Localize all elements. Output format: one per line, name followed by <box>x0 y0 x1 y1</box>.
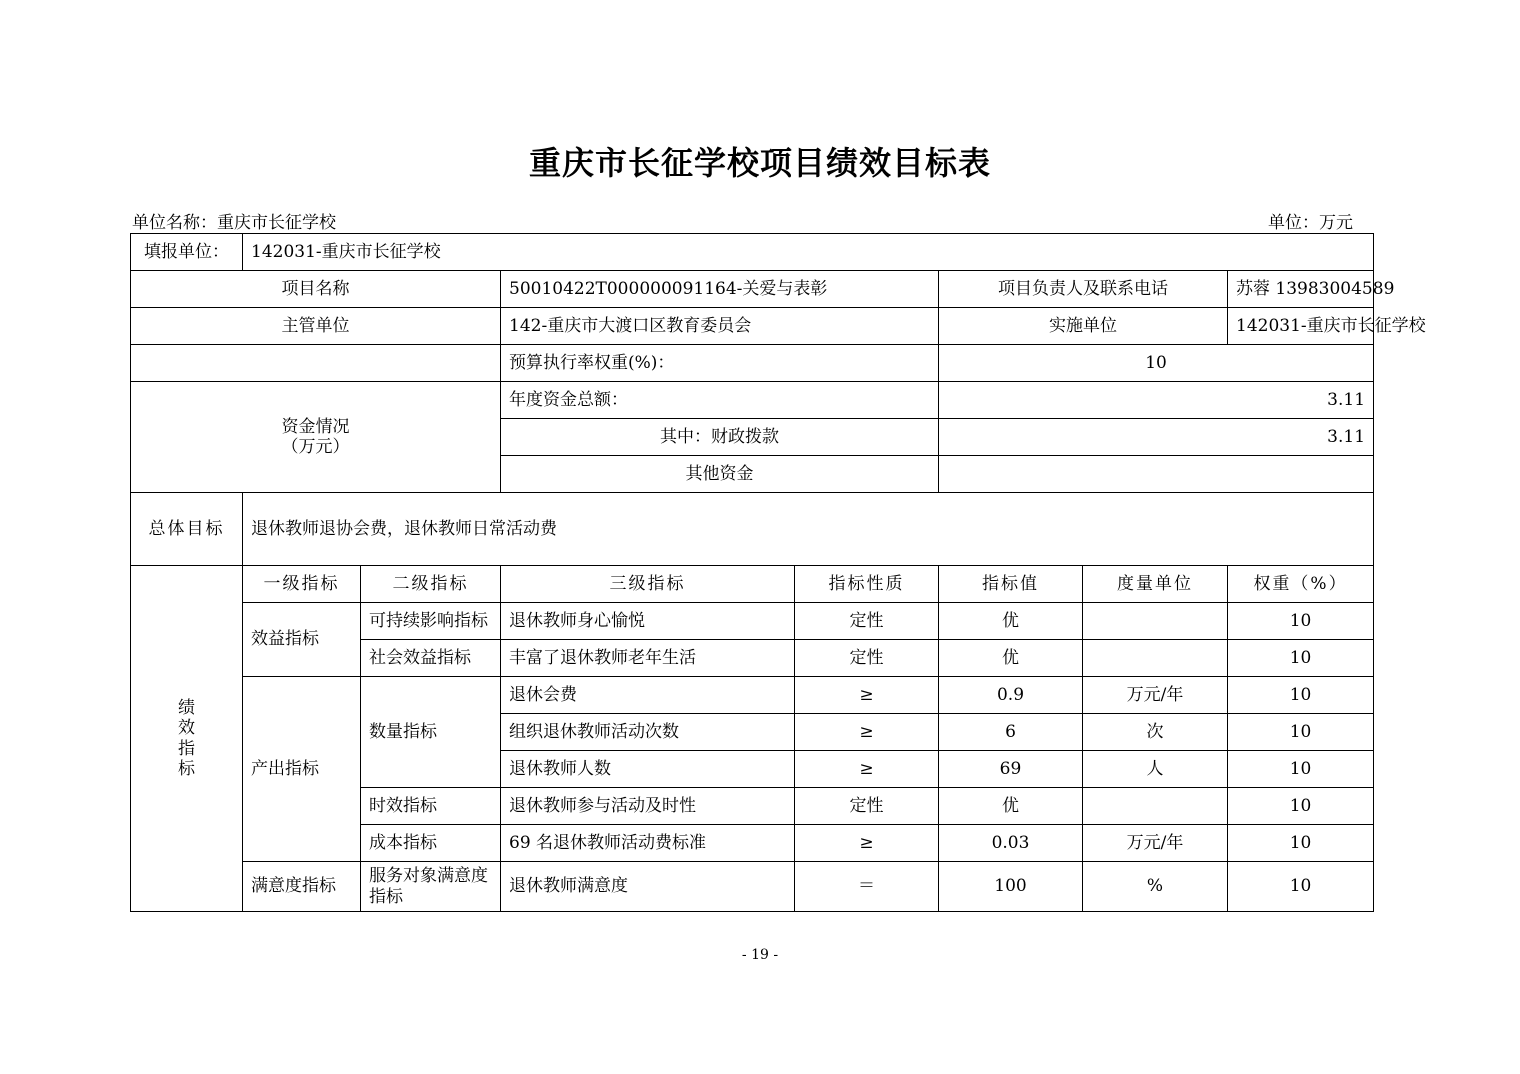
header-unit: 度量单位 <box>1083 566 1228 603</box>
row-nature: ≥ <box>795 677 939 714</box>
sub-sustain: 可持续影响指标 <box>361 603 501 640</box>
row-value: 6 <box>939 714 1083 751</box>
header-level2: 二级指标 <box>361 566 501 603</box>
page-title: 重庆市长征学校项目绩效目标表 <box>528 144 991 182</box>
funds-total-row <box>131 382 1374 419</box>
row-unit <box>1083 788 1228 825</box>
funds-label-line1: 资金情况 <box>281 416 350 437</box>
row-unit: 人 <box>1083 751 1228 788</box>
row-unit <box>1083 603 1228 640</box>
table-row <box>131 862 1374 912</box>
filler-label: 填报单位： <box>131 234 243 271</box>
row-value: 100 <box>939 862 1083 912</box>
table-row <box>131 603 1374 640</box>
currency-unit: 单位：万元 <box>1268 213 1353 233</box>
funds-label-line2: （万元） <box>281 437 350 457</box>
indicator-header-row <box>131 566 1374 603</box>
goal-row <box>131 493 1374 566</box>
project-contact-label: 项目负责人及联系电话 <box>939 271 1228 308</box>
budget-weight-value: 10 <box>939 345 1374 382</box>
funds-other-value <box>939 456 1374 493</box>
goal-value: 退休教师退协会费，退休教师日常活动费 <box>243 493 1374 566</box>
side-char: 标 <box>178 758 195 779</box>
row-weight: 10 <box>1228 788 1374 825</box>
header-weight: 权重（%） <box>1228 566 1374 603</box>
goal-label: 总体目标 <box>131 493 243 566</box>
project-name-label: 项目名称 <box>131 271 501 308</box>
side-char: 指 <box>178 738 195 759</box>
funds-label <box>131 382 501 493</box>
row-unit: 万元/年 <box>1083 825 1228 862</box>
row-nature: 定性 <box>795 640 939 677</box>
supervisor-row <box>131 308 1374 345</box>
header-nature: 指标性质 <box>795 566 939 603</box>
group-output: 产出指标 <box>243 677 361 862</box>
row-name: 组织退休教师活动次数 <box>501 714 795 751</box>
page-number: - 19 - <box>741 947 779 963</box>
row-value: 优 <box>939 603 1083 640</box>
row-weight: 10 <box>1228 677 1374 714</box>
indicator-side-label <box>131 566 243 912</box>
funds-other-label: 其他资金 <box>501 456 939 493</box>
group-benefit: 效益指标 <box>243 603 361 677</box>
row-name: 69 名退休教师活动费标准 <box>501 825 795 862</box>
project-name-value: 50010422T000000091164-关爱与表彰 <box>501 271 939 308</box>
row-name: 退休教师满意度 <box>501 862 795 912</box>
row-value: 优 <box>939 788 1083 825</box>
row-weight: 10 <box>1228 603 1374 640</box>
row-unit: 万元/年 <box>1083 677 1228 714</box>
funds-total-value: 3.11 <box>939 382 1374 419</box>
row-name: 丰富了退休教师老年生活 <box>501 640 795 677</box>
row-nature: ＝ <box>795 862 939 912</box>
header-level1: 一级指标 <box>243 566 361 603</box>
funds-fiscal-label: 其中：财政拨款 <box>501 419 939 456</box>
group-satisfaction: 满意度指标 <box>243 862 361 912</box>
row-weight: 10 <box>1228 862 1374 912</box>
row-value: 0.03 <box>939 825 1083 862</box>
row-name: 退休教师身心愉悦 <box>501 603 795 640</box>
row-unit: 次 <box>1083 714 1228 751</box>
supervisor-label: 主管单位 <box>131 308 501 345</box>
project-contact-value: 苏蓉 13983004589 <box>1228 271 1374 308</box>
row-nature: 定性 <box>795 603 939 640</box>
unit-name: 单位名称：重庆市长征学校 <box>132 213 336 233</box>
sub-quantity: 数量指标 <box>361 677 501 788</box>
sub-social: 社会效益指标 <box>361 640 501 677</box>
side-char: 效 <box>178 718 195 739</box>
budget-weight-row <box>131 345 1374 382</box>
supervisor-value: 142-重庆市大渡口区教育委员会 <box>501 308 939 345</box>
row-weight: 10 <box>1228 640 1374 677</box>
header-level3: 三级指标 <box>501 566 795 603</box>
impl-unit-label: 实施单位 <box>939 308 1228 345</box>
budget-weight-label: 预算执行率权重(%)： <box>501 345 939 382</box>
performance-table <box>130 233 1426 912</box>
impl-unit-value: 142031-重庆市长征学校 <box>1228 308 1374 345</box>
funds-fiscal-value: 3.11 <box>939 419 1374 456</box>
filler-value: 142031-重庆市长征学校 <box>243 234 1374 271</box>
row-unit <box>1083 640 1228 677</box>
funds-total-label: 年度资金总额： <box>501 382 939 419</box>
sub-service: 服务对象满意度指标 <box>361 862 501 912</box>
row-name: 退休教师人数 <box>501 751 795 788</box>
row-weight: 10 <box>1228 751 1374 788</box>
project-row <box>131 271 1374 308</box>
row-nature: ≥ <box>795 714 939 751</box>
row-value: 优 <box>939 640 1083 677</box>
row-name: 退休会费 <box>501 677 795 714</box>
filler-row <box>131 234 1374 271</box>
row-name: 退休教师参与活动及时性 <box>501 788 795 825</box>
row-value: 0.9 <box>939 677 1083 714</box>
header-value: 指标值 <box>939 566 1083 603</box>
sub-time: 时效指标 <box>361 788 501 825</box>
row-weight: 10 <box>1228 714 1374 751</box>
side-char: 绩 <box>178 697 195 718</box>
row-unit: % <box>1083 862 1228 912</box>
row-nature: ≥ <box>795 751 939 788</box>
row-nature: 定性 <box>795 788 939 825</box>
table-row <box>131 677 1374 714</box>
sub-cost: 成本指标 <box>361 825 501 862</box>
row-nature: ≥ <box>795 825 939 862</box>
row-weight: 10 <box>1228 825 1374 862</box>
row-value: 69 <box>939 751 1083 788</box>
